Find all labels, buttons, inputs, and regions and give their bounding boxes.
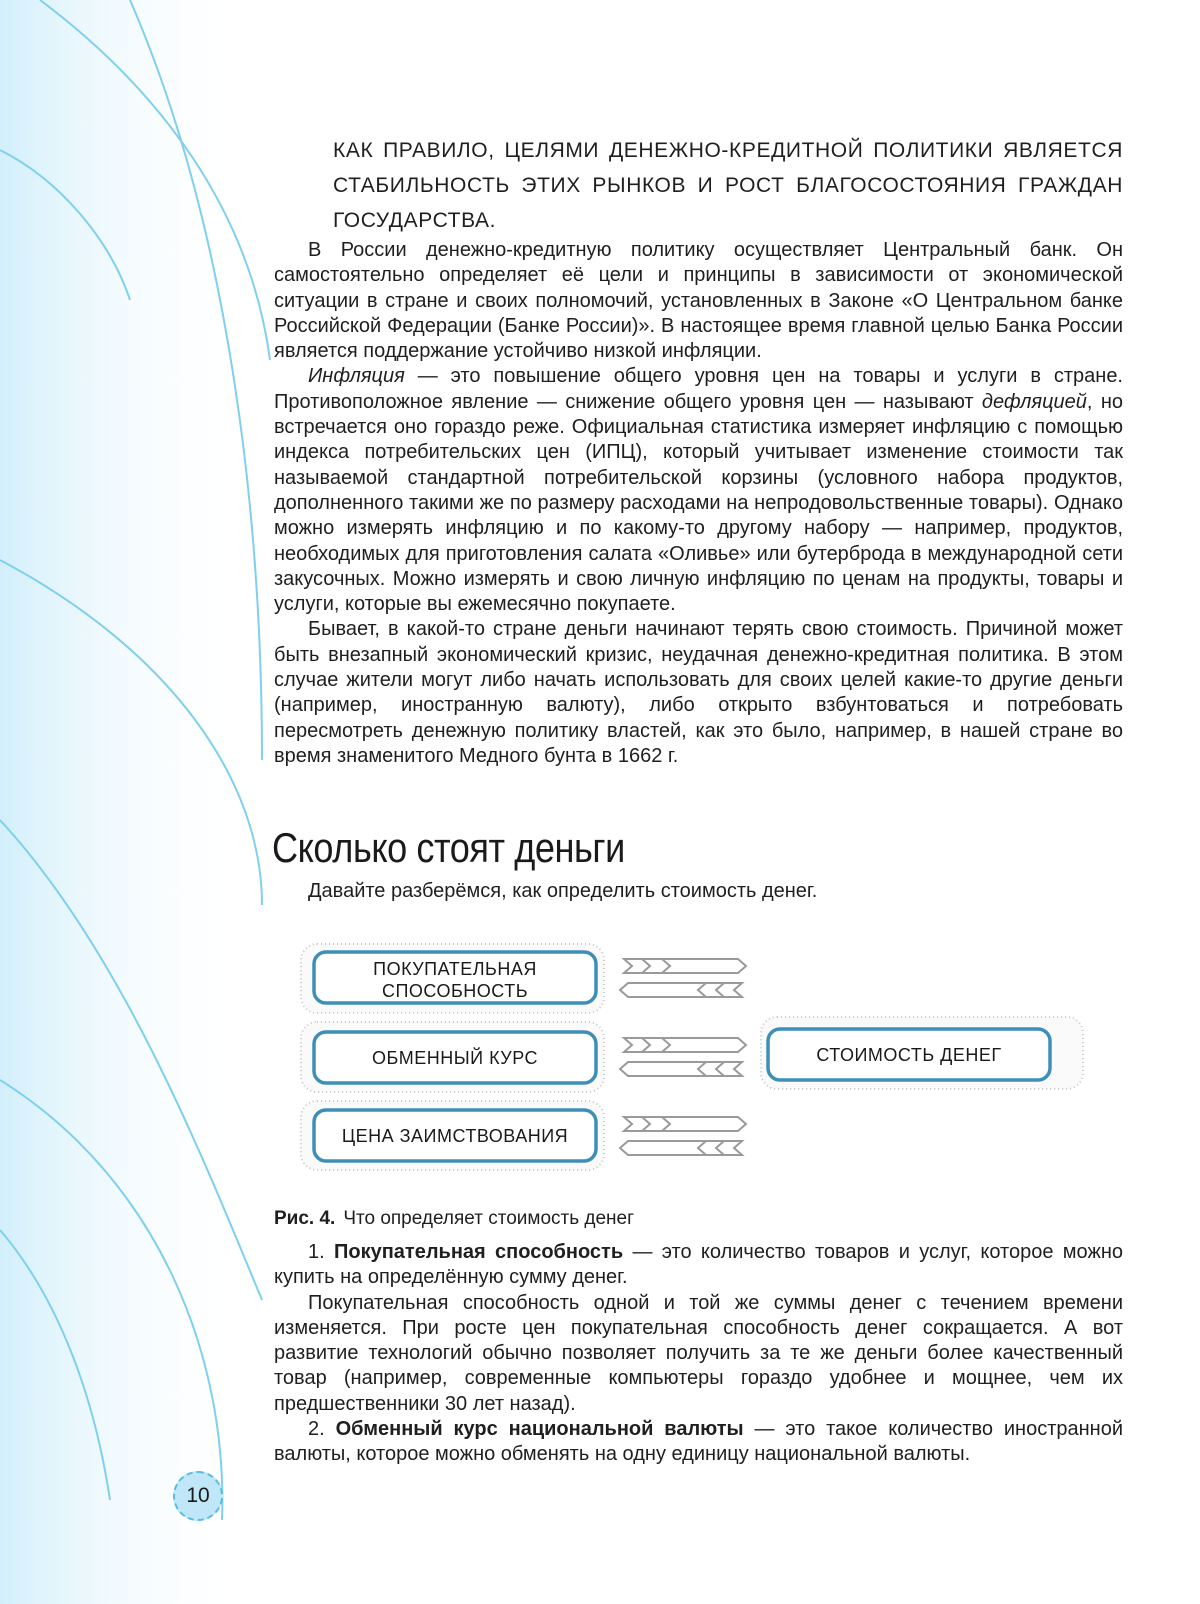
paragraph-exchange-rate: 2. Обменный курс национальной валюты — это такое количество иностранной валюты, которое можно обменять на одну единицу национальной валюты. [274,1418,1123,1466]
term-exchange-rate: Обменный курс национальной валюты [335,1418,744,1441]
paragraph: Покупательная способность одной и той же суммы денег с течением времени изменяется. При росте цен покупательная способность денег сокращается. А вот развитие технологий обычно позволяет получить за те же деньги более качественный товар (например, современные компьютеры гораздо удобнее и мощнее, чем их предшественники 30 лет назад). [274,1291,1123,1415]
text-block-2 [274,1240,1123,1468]
page-number: 10 [173,1471,223,1521]
intro-callout: КАК ПРАВИЛО, ЦЕЛЯМИ ДЕНЕЖНО-КРЕДИТНОЙ ПОЛИТИКИ ЯВЛЯЕТСЯ СТАБИЛЬНОСТЬ ЭТИХ РЫНКОВ И РОСТ БЛАГОСОСТОЯНИЯ ГРАЖДАН ГОСУДАРСТВА. [333,139,1123,232]
paragraph: В России денежно-кредитную политику осуществляет Центральный банк. Он самостоятельно определяет её цели и принципы в зависимости от экономической ситуации в стране и своих полномочий, установленных в Законе «О Центральном банке Российской Федерации (Банке России)». В настоящее время главной целью Банка России является поддержание устойчиво низкой инфляции. [274,239,1123,363]
figure-caption: Рис. 4. Что определяет стоимость денег [274,1208,635,1229]
double-arrow-icon [620,959,746,997]
box-label: СТОИМОСТЬ ДЕНЕГ [816,1045,1002,1065]
factor-box-exchange-rate [314,1032,596,1083]
term-inflation: Инфляция [308,365,405,388]
figure-diagram [300,935,1090,1185]
box-label: ЦЕНА ЗАИМСТВОВАНИЯ [341,1126,569,1146]
section-title: Сколько стоят деньги [272,824,625,871]
paragraph-purchasing-power: 1. Покупательная способность — это количество товаров и услуг, которое можно купить на определённую сумму денег. [274,1241,1123,1289]
box-label: СПОСОБНОСТЬ [381,981,529,1001]
factor-box-purchasing-power [314,952,596,1003]
text-block-1 [274,238,1123,769]
result-box-money-value [768,1029,1050,1080]
paragraph: Бывает, в какой-то стране деньги начинают терять свою стоимость. Причиной может быть внезапный экономический кризис, неудачная денежно-кредитная политика. В этом случае жители могут либо начать использовать для своих целей какие-то другие деньги (например, иностранную валюту), либо открыто взбунтоваться и потребовать пересмотреть денежную политику властей, как это было, например, в нашей стране во время знаменитого Медного бунта в 1662 г. [274,618,1123,767]
term-purchasing-power: Покупательная способность [334,1241,624,1263]
figure-label: Рис. 4. [274,1208,336,1229]
double-arrow-icon [620,1038,746,1076]
box-label: ПОКУПАТЕЛЬНАЯ [373,959,537,979]
factor-box-borrowing-price [314,1110,596,1161]
paragraph-inflation: Инфляция — это повышение общего уровня цен на товары и услуги в стране. Противоположное явление — снижение общего уровня цен — называют дефляцией, но встречается оно гораздо реже. Официальная статистика измеряет инфляцию с помощью индекса потребительских цен (ИПЦ), который учитывает изменение стоимости так называемой стандартной потребительской корзины (условного набора продуктов, дополненного такими же по размеру расходами на непродовольственные товары). Однако можно измерять инфляцию и по какому-то другому набору — например, продуктов, необходимых для приготовления салата «Оливье» или бутерброда в международной сети закусочных. Можно измерять и свою личную инфляцию по ценам на продукты, товары и услуги, которые вы ежемесячно покупаете. [274,365,1123,616]
double-arrow-icon [620,1117,746,1155]
section-lead: Давайте разберёмся, как определить стоимость денег. [308,880,818,902]
term-deflation: дефляцией [981,390,1087,413]
box-label: ОБМЕННЫЙ КУРС [371,1048,539,1068]
